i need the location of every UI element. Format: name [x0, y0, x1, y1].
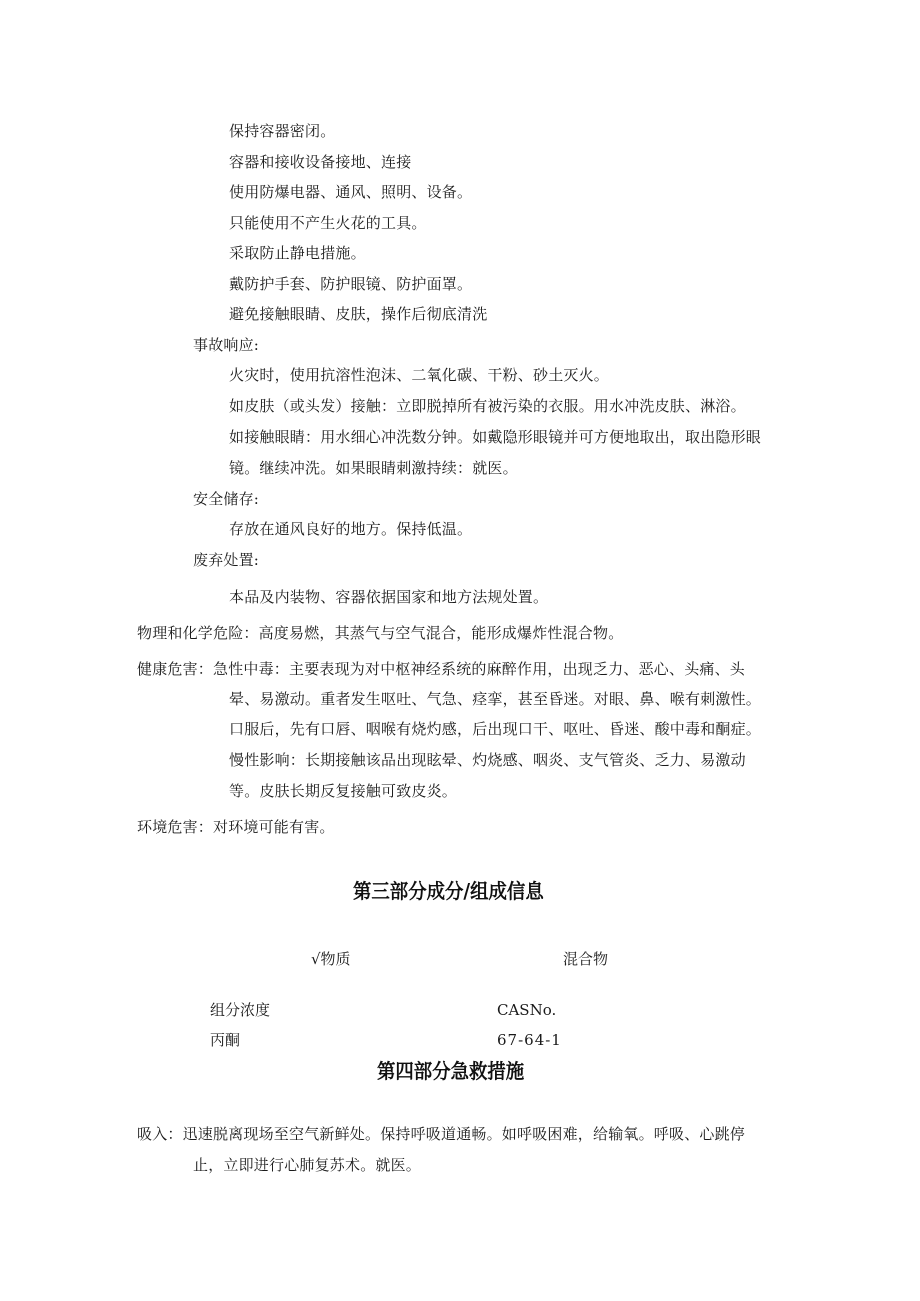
table-cell-casno: 67-64-1	[497, 1031, 562, 1049]
precaution-line: 避免接触眼睛、皮肤，操作后彻底清洗	[229, 305, 488, 323]
response-line: 镜。继续冲洗。如果眼睛刺激持续：就医。	[229, 459, 518, 477]
disposal-line: 本品及内装物、容器依据国家和地方法规处置。	[229, 588, 549, 606]
precaution-line: 只能使用不产生火花的工具。	[229, 214, 427, 232]
section4-title: 第四部分急救措施	[377, 1059, 525, 1083]
section3-title: 第三部分成分/组成信息	[353, 879, 544, 903]
inhalation-line: 吸入：迅速脱离现场至空气新鲜处。保持呼吸道通畅。如呼吸困难，给输氧。呼吸、心跳停	[137, 1125, 746, 1143]
response-line: 如皮肤（或头发）接触：立即脱掉所有被污染的衣服。用水冲洗皮肤、淋浴。	[229, 397, 746, 415]
health-hazard-line: 口服后，先有口唇、咽喉有烧灼感，后出现口干、呕吐、昏迷、酸中毒和酮症。	[229, 720, 762, 738]
precaution-line: 使用防爆电器、通风、照明、设备。	[229, 183, 473, 201]
disposal-heading: 废弃处置:	[193, 551, 260, 569]
table-header-concentration: 组分浓度	[210, 1001, 271, 1019]
precaution-line: 戴防护手套、防护眼镜、防护面罩。	[229, 275, 473, 293]
table-header-casno: CASNo.	[497, 1001, 557, 1019]
response-line: 火灾时，使用抗溶性泡沫、二氧化碳、干粉、砂土灭火。	[229, 366, 610, 384]
storage-line: 存放在通风良好的地方。保持低温。	[229, 520, 473, 538]
inhalation-line: 止，立即进行心肺复苏术。就医。	[193, 1156, 422, 1174]
substance-option: √物质	[311, 950, 351, 968]
precaution-line: 保持容器密闭。	[229, 122, 336, 140]
response-line: 如接触眼睛：用水细心冲洗数分钟。如戴隐形眼镜并可方便地取出，取出隐形眼	[229, 428, 762, 446]
precaution-line: 容器和接收设备接地、连接	[229, 153, 412, 171]
table-cell-component: 丙酮	[210, 1031, 241, 1049]
response-heading: 事故响应:	[193, 336, 260, 354]
health-hazard-line: 等。皮肤长期反复接触可致皮炎。	[229, 782, 458, 800]
physchem-hazard: 物理和化学危险：高度易燃，其蒸气与空气混合，能形成爆炸性混合物。	[137, 624, 624, 642]
health-hazard-line: 健康危害：急性中毒：主要表现为对中枢神经系统的麻醉作用，出现乏力、恶心、头痛、头	[137, 660, 746, 678]
health-hazard-line: 慢性影响：长期接触该品出现眩晕、灼烧感、咽炎、支气管炎、乏力、易激动	[229, 751, 746, 769]
health-hazard-line: 晕、易激动。重者发生呕吐、气急、痉挛，甚至昏迷。对眼、鼻、喉有刺激性。	[229, 690, 762, 708]
precaution-line: 采取防止静电措施。	[229, 244, 366, 262]
mixture-option: 混合物	[563, 950, 609, 968]
env-hazard: 环境危害：对环境可能有害。	[137, 818, 335, 836]
storage-heading: 安全储存:	[193, 490, 260, 508]
